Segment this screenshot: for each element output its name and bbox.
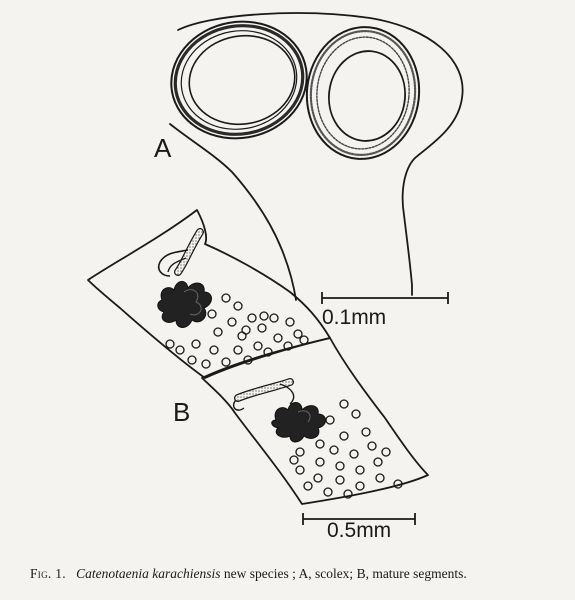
scolex-drawing [162,11,463,300]
scolex-outline [178,13,463,295]
caption-species: Catenotaenia karachiensis [76,566,221,581]
scale-bar-a [322,292,448,304]
testis-circle [316,458,324,466]
lower-segment-organs [234,382,326,442]
testis-circle [304,482,312,490]
scolex-neck-left [170,124,296,300]
testis-circle [352,410,360,418]
testis-circle [374,458,382,466]
testis-circle [326,416,334,424]
testis-circle [350,450,358,458]
segments-drawing [88,210,428,504]
testis-circle [214,328,222,336]
testis-circle [336,462,344,470]
testis-circle [254,342,262,350]
testis-circle [296,466,304,474]
testis-circle [316,440,324,448]
testis-circle [368,442,376,450]
right-sucker [300,22,425,165]
label-b: B [173,397,191,427]
testis-circle [286,318,294,326]
testis-circle [234,302,242,310]
testis-circle [314,474,322,482]
testis-circle [228,318,236,326]
testis-circle [336,476,344,484]
scale-a-label: 0.1mm [322,306,387,329]
figure-caption [30,566,570,582]
testis-circle [258,324,266,332]
testis-circle [270,314,278,322]
testis-circle [192,340,200,348]
testis-circle [260,312,268,320]
left-sucker [162,11,316,149]
testis-circle [330,446,338,454]
testis-circle [188,356,196,364]
testis-circle [340,400,348,408]
scale-b-label: 0.5mm [327,519,392,542]
label-a: A [154,133,172,163]
testis-circle [242,326,250,334]
testis-circle [248,314,256,322]
upper-segment-organs [158,232,212,328]
testis-circle [382,448,390,456]
testis-circle [222,358,230,366]
caption-text: new species ; A, scolex; B, mature segments. [220,566,467,581]
testis-circle [202,360,210,368]
testis-circle [176,346,184,354]
caption-fig-number: Fig. 1. [30,566,66,581]
testis-circle [376,474,384,482]
testis-circle [324,488,332,496]
testis-circle [362,428,370,436]
testis-circle [296,448,304,456]
testis-circle [166,340,174,348]
testis-circle [222,294,230,302]
testis-circle [356,482,364,490]
testis-circle [356,466,364,474]
testis-circle [300,336,308,344]
testis-circle [208,310,216,318]
testis-circle [234,346,242,354]
testis-circle [290,456,298,464]
testis-circle [274,334,282,342]
testis-circle [340,432,348,440]
testis-circle [210,346,218,354]
